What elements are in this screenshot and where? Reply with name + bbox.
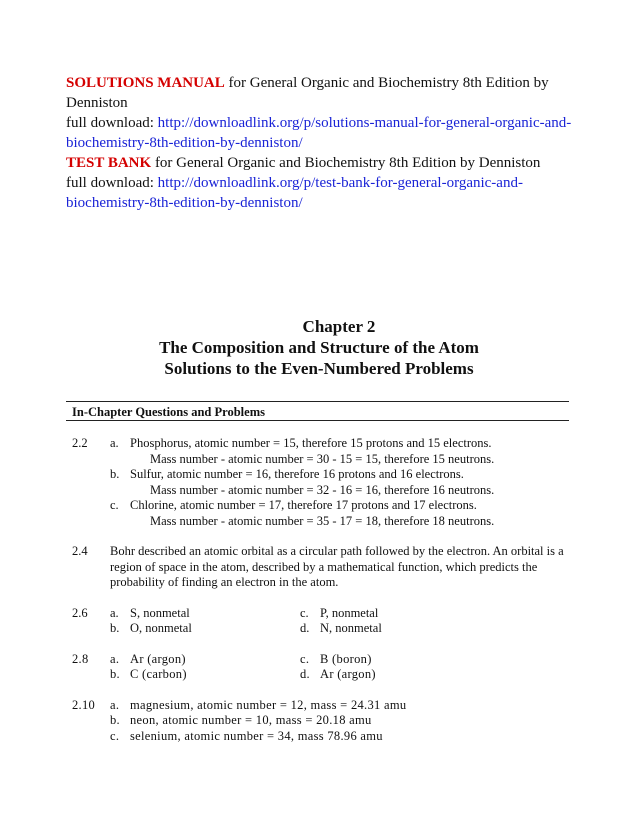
answer-letter: b.: [110, 667, 120, 681]
answer-text: Chlorine, atomic number = 17, therefore 17 protons and 17 electrons.: [130, 498, 477, 512]
problem-2-6: [72, 606, 572, 637]
chapter-subtitle: Solutions to the Even-Numbered Problems: [164, 359, 474, 378]
answer-text: S, nonmetal: [130, 605, 190, 620]
answer-text: Mass number - atomic number = 30 - 15 = 15, therefore 15 neutrons.: [150, 451, 495, 466]
problem-2-10: [72, 698, 572, 745]
answer-item: [110, 667, 300, 683]
answer-item: [300, 621, 490, 637]
answer-letter: d.: [300, 621, 310, 635]
answer-text: magnesium, atomic number = 12, mass = 24.31 amu: [130, 697, 407, 712]
answer-item: [300, 667, 490, 683]
answer-text: B (boron): [320, 651, 372, 666]
answer-letter: a.: [110, 697, 120, 712]
answer-letter: b.: [110, 467, 120, 481]
problem-number: 2.6: [72, 605, 88, 620]
chapter-number: Chapter 2: [302, 317, 376, 336]
answer-text: Phosphorus, atomic number = 15, therefore 15 protons and 15 electrons.: [130, 436, 492, 450]
download-label-1: full download:: [66, 115, 158, 131]
solutions-manual-text: for General Organic and Biochemistry 8th Edition by Denniston: [66, 75, 549, 111]
answer-letter: c.: [110, 728, 120, 743]
download-line-1: [66, 113, 586, 153]
solutions-download-link[interactable]: http://downloadlink.org/p/solutions-manual-for-general-organic-and-biochemistry-8th-edition-by-denniston/: [66, 115, 572, 151]
test-bank-label: TEST BANK: [66, 155, 152, 171]
answer-text: Mass number - atomic number = 35 - 17 = 18, therefore 18 neutrons.: [150, 513, 495, 528]
answer-text: C (carbon): [130, 667, 187, 681]
download-promo-block: [66, 73, 586, 213]
answer-item: [110, 698, 572, 714]
answer-letter: c.: [300, 651, 310, 666]
answer-item: [300, 652, 490, 668]
answer-item: [300, 606, 490, 622]
answer-item: [110, 606, 300, 622]
answer-text: Mass number - atomic number = 32 - 16 = 16, therefore 16 neutrons.: [150, 482, 495, 497]
answer-text: P, nonmetal: [320, 605, 379, 620]
problems-list: [72, 436, 572, 759]
answer-letter: c.: [300, 605, 309, 620]
answer-text: Ar (argon): [130, 651, 186, 666]
answer-text: N, nonmetal: [320, 621, 382, 635]
download-label-2: full download:: [66, 175, 158, 191]
test-bank-text: for General Organic and Biochemistry 8th Edition by Denniston: [151, 155, 541, 171]
chapter-heading: [0, 316, 638, 379]
answer-letter: d.: [300, 667, 310, 681]
answer-letter: a.: [110, 651, 120, 666]
problem-number: 2.8: [72, 651, 89, 666]
answer-letter: a.: [110, 605, 119, 620]
answer-text: Bohr described an atomic orbital as a circular path followed by the electron. An orbital is a region of space in the atom, described by a mathematical function, which predicts the probability of finding an electron in the atom.: [110, 544, 564, 589]
answer-letter: b.: [110, 621, 120, 635]
answer-text: selenium, atomic number = 34, mass 78.96 amu: [130, 728, 383, 743]
test-bank-download-link[interactable]: http://downloadlink.org/p/test-bank-for-general-organic-and-biochemistry-8th-edition-by-denniston/: [66, 175, 523, 211]
answer-text: O, nonmetal: [130, 621, 192, 635]
solutions-manual-label: SOLUTIONS MANUAL: [66, 75, 225, 91]
answer-text: neon, atomic number = 10, mass = 20.18 amu: [130, 713, 372, 727]
answer-letter: c.: [110, 498, 119, 512]
answer-item: [110, 436, 572, 467]
test-bank-line: [66, 153, 586, 173]
answer-item: [110, 652, 300, 668]
section-heading: In-Chapter Questions and Problems: [66, 401, 569, 421]
problem-number: 2.4: [72, 544, 88, 558]
answer-text: Sulfur, atomic number = 16, therefore 16 protons and 16 electrons.: [130, 467, 464, 481]
problem-2-8: [72, 652, 572, 683]
answer-item: [110, 729, 572, 745]
answer-item: [110, 467, 572, 498]
answer-text: Ar (argon): [320, 667, 376, 681]
answer-item: [110, 713, 572, 729]
download-line-2: [66, 173, 586, 213]
problem-number: 2.10: [72, 697, 96, 712]
problem-2-2: [72, 436, 572, 529]
answer-letter: a.: [110, 436, 119, 450]
answer-letter: b.: [110, 713, 120, 727]
answer-item: [110, 621, 300, 637]
problem-2-4: [72, 544, 572, 591]
solutions-manual-line: [66, 73, 586, 113]
answer-item: [110, 498, 572, 529]
chapter-title: The Composition and Structure of the Atom: [159, 338, 479, 357]
problem-number: 2.2: [72, 436, 88, 450]
